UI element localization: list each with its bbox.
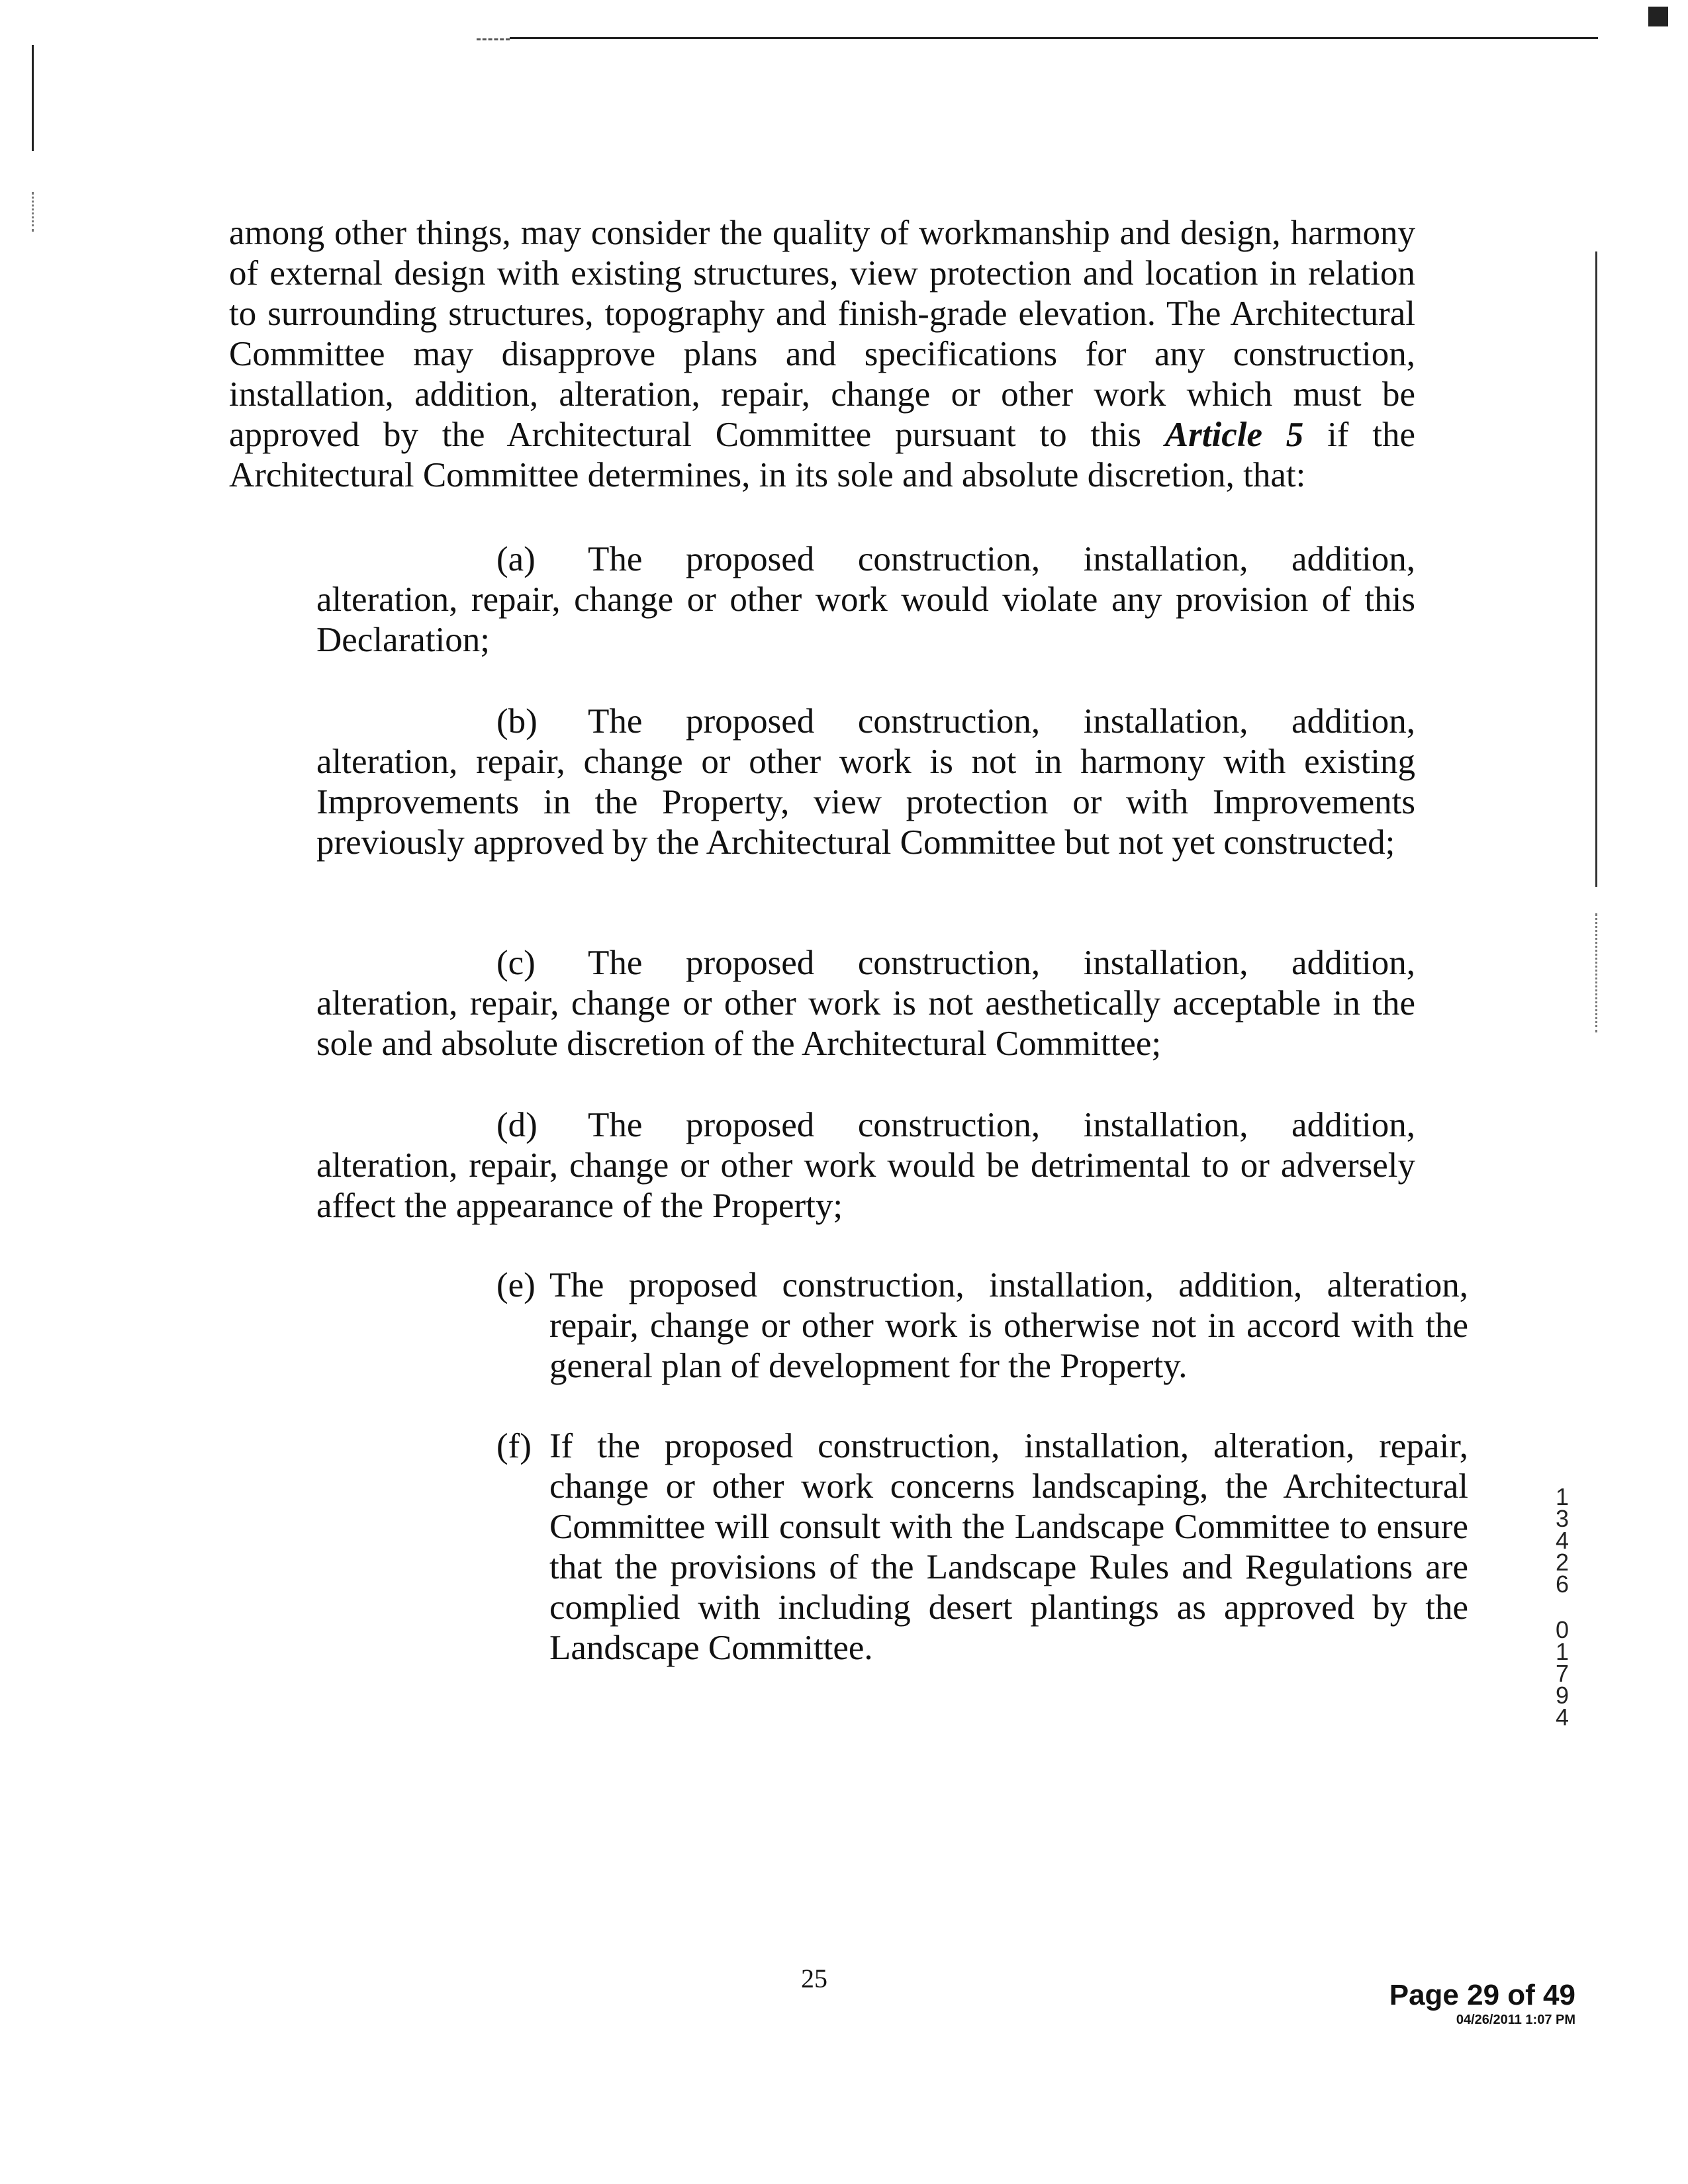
intro-text-end: if the Architectural Committee determines, in its sole and absolute discretion, that: [229,416,1415,494]
recording-digit: 1 [1555,1483,1570,1510]
article-reference: Article 5 [1164,416,1304,454]
clause-label: (c) [496,944,536,982]
clause-label: (e) [496,1266,536,1304]
scan-corner-mark [1648,7,1668,26]
stamp-datetime: 04/26/2011 1:07 PM [1456,2013,1575,2027]
recording-digit: 4 [1555,1527,1570,1554]
stamp-page-label: Page 29 of 49 [1389,1979,1575,2011]
intro-text-start: among other things, may consider the quality of workmanship and design, harmony of external design with existing structures, view protection and location in relation to surrounding structures, topography and finish-grade elevation. The Architectural Committee may disapprove plans and specifications for any construction, installation, addition, alteration, repair, change or other work which must be approved by the Architectural Committee pursuant to this [229,214,1415,454]
header-rule [510,37,1598,39]
clause-label: (d) [496,1106,538,1144]
clause-e [496,1265,1468,1387]
clause-text: The proposed construction, installation, addition, alteration, repair, change or other work would violate any provision of this Declaration; [316,540,1415,659]
recording-digit: 4 [1555,1704,1570,1731]
recording-digit: 6 [1555,1570,1570,1598]
recording-digit: 7 [1555,1660,1570,1687]
clause-d [316,1105,1415,1226]
revision-bar-dots [1595,913,1597,1032]
clause-text: The proposed construction, installation, addition, alteration, repair, change or other work is not in harmony with existing Improvements in the Property, view protection or with Improvements previously approved by the Architectural Committee but not yet constructed; [316,702,1415,862]
clause-label: (f) [496,1427,532,1465]
scan-margin-dots [32,192,34,232]
page-number: 25 [801,1964,827,1993]
clause-label: (a) [496,540,536,578]
clause-f [496,1426,1468,1668]
clause-text: If the proposed construction, installation, alteration, repair, change or other work concerns landscaping, the Architectural Committee will consult with the Landscape Committee to ensure that the provisions of the Landscape Rules and Regulations are complied with including desert plantings as approved by the Landscape Committee. [549,1427,1468,1667]
recording-digit: 2 [1555,1549,1570,1576]
recording-stamp [1337,1979,1575,2028]
clause-label: (b) [496,702,538,741]
clause-text: The proposed construction, installation, addition, alteration, repair, change or other work would be detrimental to or adversely affect the appearance of the Property; [316,1106,1415,1225]
scan-margin-mark [32,45,34,151]
clause-a [316,539,1415,660]
recording-number [1549,1483,1575,1731]
recording-gap [1549,1595,1575,1619]
clause-text: The proposed construction, installation, addition, alteration, repair, change or other work is otherwise not in accord with the general plan of development for the Property. [549,1266,1468,1385]
clause-text: The proposed construction, installation, addition, alteration, repair, change or other work is not aesthetically acceptable in the sole and absolute discretion of the Architectural Committee; [316,944,1415,1063]
recording-digit: 0 [1555,1616,1570,1643]
clause-c [316,943,1415,1064]
scan-dash-mark [477,38,510,40]
recording-digit: 1 [1555,1638,1570,1665]
clause-b [316,702,1415,863]
recording-digit: 3 [1555,1505,1570,1532]
intro-paragraph [229,213,1415,496]
recording-digit: 9 [1555,1682,1570,1709]
revision-bar [1595,251,1597,887]
